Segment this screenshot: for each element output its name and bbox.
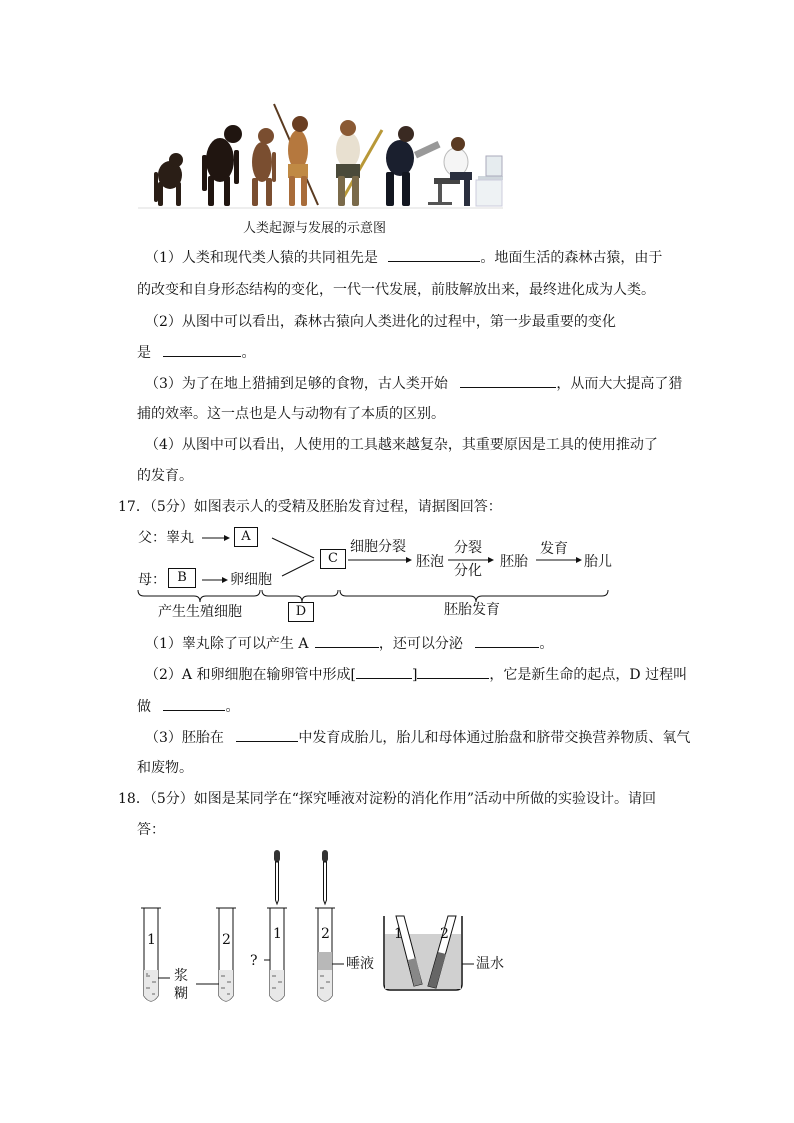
mother-label: 母： xyxy=(138,572,166,588)
answer-blank[interactable] xyxy=(163,342,241,357)
box-c: C xyxy=(320,549,346,569)
q16-item-1-line-1 xyxy=(145,247,662,268)
q17-item-3-line-1 xyxy=(145,727,690,748)
tube-1-number: 1 xyxy=(147,932,156,948)
tube-2-number: 2 xyxy=(222,932,231,948)
q16-item-3-line-1 xyxy=(145,373,682,394)
q17-item-3-suffix: 中发育成胎儿，胎儿和母体通过胎盘和脐带交换营养物质、氧气 xyxy=(298,730,691,746)
q16-item-1-prefix: （1）人类和现代类人猿的共同祖先是 xyxy=(145,250,378,266)
warm-water-label: 温水 xyxy=(476,956,504,972)
q17-item-1 xyxy=(145,633,553,654)
q16-item-4-line-1: （4）从图中可以看出，人使用的工具越来越复杂，其重要原因是工具的使用推动了 xyxy=(145,437,658,453)
q17-item-2-line-2-prefix: 做 xyxy=(137,699,151,715)
q16-item-2-line-2 xyxy=(137,342,255,363)
q17-item-1-mid: ，还可以分泌 xyxy=(378,636,463,652)
q17-item-1-prefix: （1）睾丸除了可以产生 A xyxy=(145,636,309,652)
answer-blank[interactable] xyxy=(236,727,298,742)
saliva-experiment-diagram xyxy=(138,846,508,1011)
q17-item-2-mid: ] xyxy=(411,667,418,683)
q16-item-3-prefix: （3）为了在地上猎捕到足够的食物，古人类开始 xyxy=(145,376,448,392)
answer-blank[interactable] xyxy=(356,664,412,679)
paste-label-bottom: 糊 xyxy=(174,986,188,1002)
split-label: 分裂 xyxy=(454,540,482,556)
q17-item-3-prefix: （3）胚胎在 xyxy=(145,730,224,746)
differentiate-label: 分化 xyxy=(454,563,482,579)
tube-3-number: 1 xyxy=(273,926,282,942)
q17-item-2-line-1 xyxy=(145,664,687,685)
answer-blank[interactable] xyxy=(460,373,556,388)
q17-stem: 17．（5分）如图表示人的受精及胚胎发育过程，请据图回答： xyxy=(118,499,502,515)
box-b: B xyxy=(168,568,196,588)
q17-item-2-line-2 xyxy=(137,696,239,717)
q17-item-3-line-2: 和废物。 xyxy=(137,760,193,776)
q17-item-2-prefix: （2）A 和卵细胞在输卵管中形成[ xyxy=(145,667,356,683)
q16-item-3-line-2: 捕的效率。这一点也是人与动物有了本质的区别。 xyxy=(137,406,445,422)
human-evolution-illustration xyxy=(138,100,503,212)
egg-cell-label: 卵细胞 xyxy=(230,572,272,588)
saliva-label: 唾液 xyxy=(346,956,374,972)
q18-stem-line-1: 18．（5分）如图是某同学在“探究唾液对淀粉的消化作用”活动中所做的实验设计。请回 xyxy=(118,791,657,807)
box-d: D xyxy=(288,602,314,622)
germ-cells-label: 产生生殖细胞 xyxy=(158,604,242,620)
q17-item-2-line-2-suffix: 。 xyxy=(225,699,240,715)
father-testis-label: 父：睾丸 xyxy=(138,530,194,546)
unknown-reagent-mark: ? xyxy=(250,953,258,969)
q16-item-2-prefix: 是 xyxy=(137,345,151,361)
develop-label: 发育 xyxy=(540,541,568,557)
q16-item-4-line-2: 的发育。 xyxy=(137,468,193,484)
figure-caption: 人类起源与发展的示意图 xyxy=(243,221,387,236)
fertilization-diagram xyxy=(136,522,616,622)
q16-item-2-line-1: （2）从图中可以看出，森林古猿向人类进化的过程中，第一步最重要的变化 xyxy=(145,314,616,330)
beaker-tube-1-number: 1 xyxy=(394,926,403,942)
answer-blank[interactable] xyxy=(475,633,539,648)
q17-item-1-suffix: 。 xyxy=(539,636,554,652)
q17-item-2-suffix: ，它是新生命的起点，D 过程叫 xyxy=(489,667,688,683)
answer-blank[interactable] xyxy=(315,633,379,648)
q16-item-1-line-2: 的改变和自身形态结构的变化，一代一代发展，前肢解放出来，最终进化成为人类。 xyxy=(137,282,655,298)
blastocyst-label: 胚泡 xyxy=(416,554,444,570)
answer-blank[interactable] xyxy=(388,247,480,262)
tube-4-number: 2 xyxy=(321,926,330,942)
q16-item-2-suffix: 。 xyxy=(241,345,256,361)
cell-division-label: 细胞分裂 xyxy=(350,539,406,555)
answer-blank[interactable] xyxy=(417,664,489,679)
paste-label-top: 浆 xyxy=(174,968,188,984)
fetus-label: 胎儿 xyxy=(584,554,612,570)
embryo-label: 胚胎 xyxy=(500,554,528,570)
q18-stem-line-2: 答： xyxy=(137,822,165,838)
embryo-development-label: 胚胎发育 xyxy=(444,602,500,618)
answer-blank[interactable] xyxy=(163,696,225,711)
q16-item-3-suffix: ，从而大大提高了猎 xyxy=(556,376,683,392)
beaker-tube-2-number: 2 xyxy=(440,926,449,942)
q16-item-1-suffix: 。地面生活的森林古猿，由于 xyxy=(480,250,663,266)
box-a: A xyxy=(234,527,258,547)
